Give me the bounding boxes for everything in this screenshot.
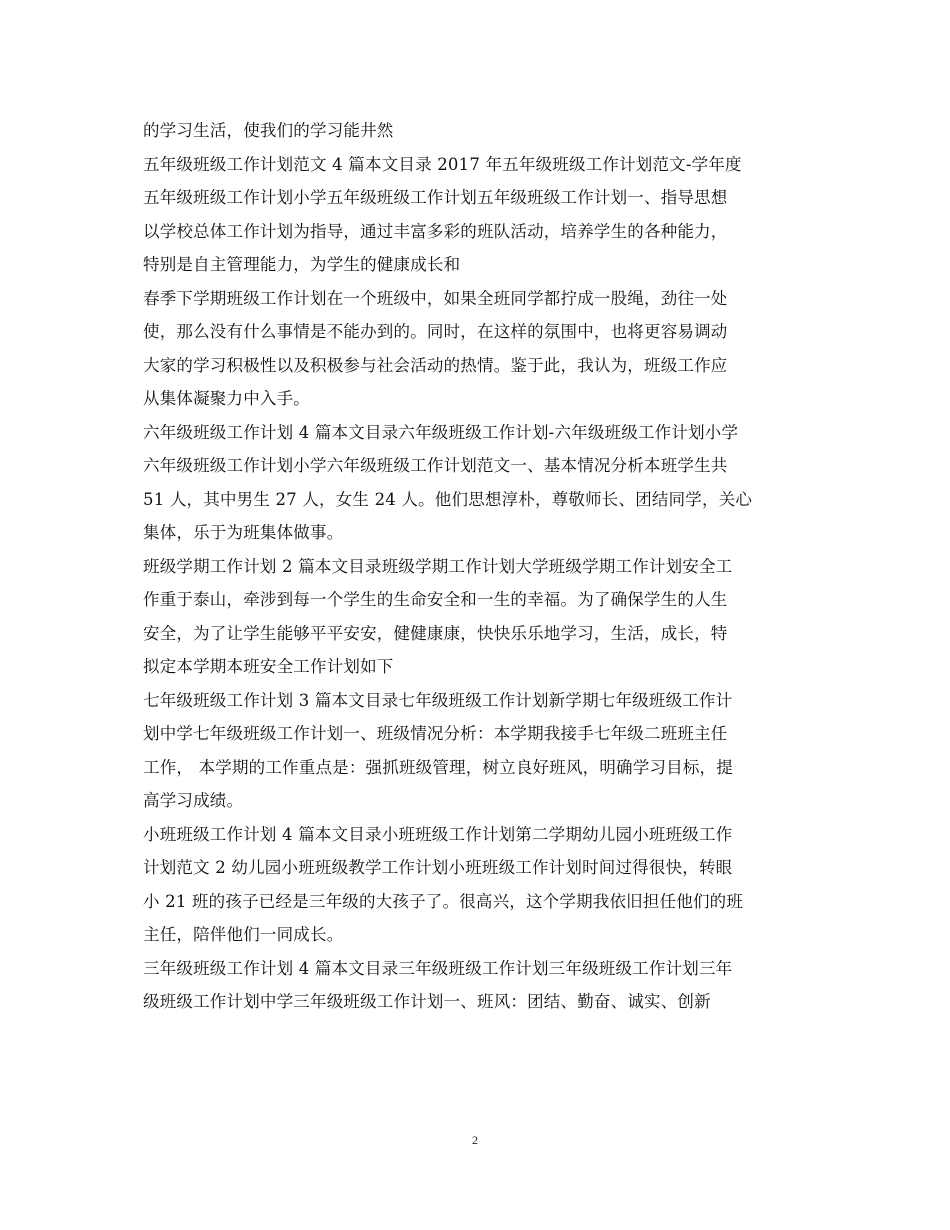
page-number: 2 <box>472 1133 478 1147</box>
text-line: 工作， 本学期的工作重点是：强抓班级管理，树立良好班风，明确学习目标，提 <box>143 757 733 777</box>
paragraph <box>143 684 823 818</box>
paragraph <box>143 416 823 550</box>
text-line: 计划范文 2 幼儿园小班班级教学工作计划小班班级工作计划时间过得很快，转眼 <box>143 858 733 877</box>
text-line: 小 21 班的孩子已经是三年级的大孩子了。很高兴，这个学期我依旧担任他们的班 <box>143 891 744 911</box>
text-line: 划中学七年级班级工作计划一、班级情况分析：本学期我接手七年级二班班主任 <box>143 724 728 743</box>
text-line: 51 人，其中男生 27 人，女生 24 人。他们思想淳朴，尊敬师长、团结同学，关心 <box>143 489 753 509</box>
text-line: 高学习成绩。 <box>143 791 244 810</box>
text-line: 特别是自主管理能力，为学生的健康成长和 <box>143 255 461 274</box>
text-line: 作重于泰山，牵涉到每一个学生的生命安全和一生的幸福。为了确保学生的人生 <box>143 590 728 609</box>
text-line: 拟定本学期本班安全工作计划如下 <box>143 657 394 676</box>
text-line: 三年级班级工作计划 4 篇本文目录三年级班级工作计划三年级班级工作计划三年 <box>143 958 733 978</box>
paragraph <box>143 148 823 282</box>
document-body <box>143 114 823 1019</box>
text-line: 以学校总体工作计划为指导，通过丰富多彩的班队活动，培养学生的各种能力， <box>143 221 728 241</box>
text-line: 五年级班级工作计划小学五年级班级工作计划五年级班级工作计划一、指导思想 <box>143 188 728 207</box>
text-line: 从集体凝聚力中入手。 <box>143 389 310 408</box>
text-line: 班级学期工作计划 2 篇本文目录班级学期工作计划大学班级学期工作计划安全工 <box>143 556 733 576</box>
text-line: 六年级班级工作计划 4 篇本文目录六年级班级工作计划-六年级班级工作计划小学 <box>143 422 739 442</box>
text-line: 春季下学期班级工作计划在一个班级中，如果全班同学都拧成一股绳，劲往一处 <box>143 288 728 308</box>
text-line: 级班级工作计划中学三年级班级工作计划一、班风：团结、勤奋、诚实、创新 <box>143 992 711 1011</box>
paragraph <box>143 550 823 684</box>
paragraph <box>143 818 823 952</box>
paragraph <box>143 282 823 416</box>
text-line: 六年级班级工作计划小学六年级班级工作计划范文一、基本情况分析本班学生共 <box>143 456 728 475</box>
text-line: 小班班级工作计划 4 篇本文目录小班班级工作计划第二学期幼儿园小班班级工作 <box>143 824 733 844</box>
text-line: 的学习生活，使我们的学习能井然 <box>143 121 394 140</box>
text-line: 安全，为了让学生能够平平安安，健健康康，快快乐乐地学习，生活，成长，特 <box>143 623 728 643</box>
text-line: 大家的学习积极性以及积极参与社会活动的热情。鉴于此，我认为，班级工作应 <box>143 355 728 375</box>
text-line: 集体，乐于为班集体做事。 <box>143 523 344 542</box>
paragraph <box>143 114 823 148</box>
text-line: 七年级班级工作计划 3 篇本文目录七年级班级工作计划新学期七年级班级工作计 <box>143 690 733 710</box>
paragraph <box>143 952 823 1019</box>
text-line: 使，那么没有什么事情是不能办到的。同时，在这样的氛围中，也将更容易调动 <box>143 322 728 341</box>
text-line: 主任，陪伴他们一同成长。 <box>143 925 344 944</box>
text-line: 五年级班级工作计划范文 4 篇本文目录 2017 年五年级班级工作计划范文-学年度 <box>143 154 742 174</box>
